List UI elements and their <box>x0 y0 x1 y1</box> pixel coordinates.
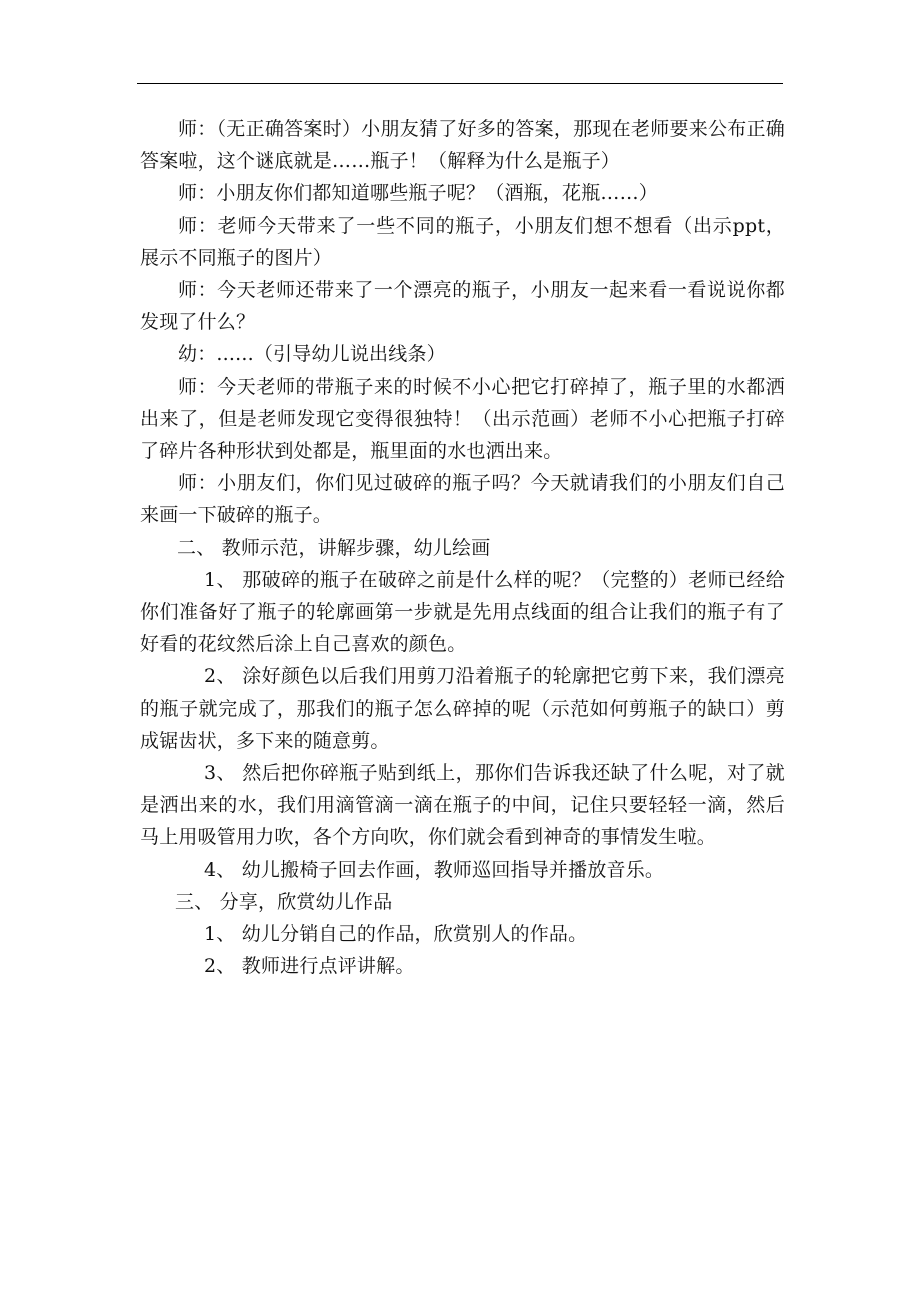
step-3-blowing: 3、 然后把你碎瓶子贴到纸上，那你们告诉我还缺了什么呢，对了就是洒出来的水，我们用滴管滴一滴在瓶子的中间，记住只要轻轻一滴，然后马上用吸管用力吹，各个方向吹，你们就会看到神奇的事情发生啦。 <box>140 762 785 849</box>
paragraph-child-response: 幼：......（引导幼儿说出线条） <box>178 343 446 366</box>
paragraph-pretty-bottle: 师：今天老师还带来了一个漂亮的瓶子，小朋友一起来看一看说说你都发现了什么？ <box>140 279 785 334</box>
paragraph-answer-reveal: 师：（无正确答案时）小朋友猜了好多的答案，那现在老师要来公布正确答案啦，这个谜底就是……瓶子！（解释为什么是瓶子） <box>140 118 785 173</box>
paragraph-show-bottles: 师：老师今天带来了一些不同的瓶子，小朋友们想不想看（出示ppt，展示不同瓶子的图片） <box>140 214 785 269</box>
sharing-item-2: 2、 教师进行点评讲解。 <box>204 955 415 978</box>
sharing-item-1: 1、 幼儿分销自己的作品，欣赏别人的作品。 <box>204 923 588 946</box>
body-text <box>140 113 785 982</box>
paragraph-broken-bottle: 师：今天老师的带瓶子来的时候不小心把它打碎掉了，瓶子里的水都洒出来了，但是老师发现它变得很独特！（出示范画）老师不小心把瓶子打碎了碎片各种形状到处都是，瓶里面的水也洒出来。 <box>140 375 785 463</box>
step-1-outline: 1、 那破碎的瓶子在破碎之前是什么样的呢？（完整的）老师已经给你们准备好了瓶子的轮廓画第一步就是先用点线面的组合让我们的瓶子有了好看的花纹然后涂上自己喜欢的颜色。 <box>140 568 785 656</box>
section-heading-sharing: 三、 分享，欣赏幼儿作品 <box>175 890 393 913</box>
paragraph-draw-broken-bottle: 师：小朋友们，你们见过破碎的瓶子吗？今天就请我们的小朋友们自己来画一下破碎的瓶子。 <box>140 472 785 527</box>
section-heading-demonstration: 二、 教师示范，讲解步骤，幼儿绘画 <box>177 536 491 559</box>
paragraph-bottle-types: 师：小朋友你们都知道哪些瓶子呢？（酒瓶，花瓶……） <box>178 182 659 205</box>
step-2-cutting: 2、 涂好颜色以后我们用剪刀沿着瓶子的轮廓把它剪下来，我们漂亮的瓶子就完成了，那我们的瓶子怎么碎掉的呢（示范如何剪瓶子的缺口）剪成锯齿状，多下来的随意剪。 <box>140 665 785 752</box>
header-rule <box>137 83 783 84</box>
step-4-drawing: 4、 幼儿搬椅子回去作画，教师巡回指导并播放音乐。 <box>204 858 665 881</box>
